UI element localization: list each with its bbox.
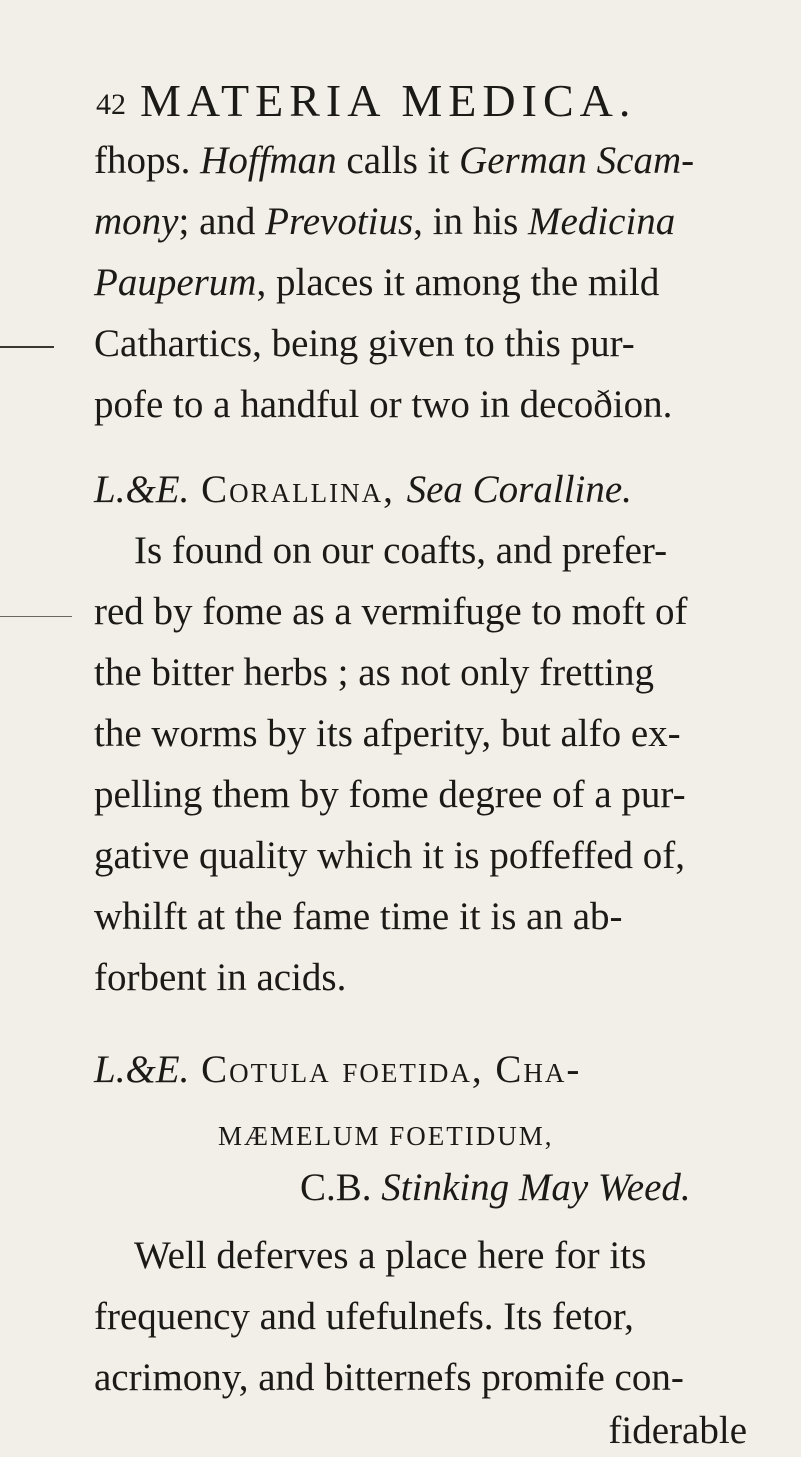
italic-name: Medicina [528, 200, 676, 243]
drug-name: Cotula foetida, Cha- [189, 1048, 582, 1091]
text-line: the worms by its afperity, but alfo ex- [94, 712, 681, 755]
pharmacopoeia-mark: L.&E. [94, 468, 190, 511]
italic-name: Hoffman [200, 139, 337, 182]
text-line: pofe to a handful or two in decoðion. [94, 383, 673, 426]
text-run: , in his [413, 200, 529, 243]
text-line [94, 259, 659, 307]
text-line: forbent in acids. [94, 956, 347, 999]
entry-heading-citation [300, 1164, 691, 1212]
drug-name: Corallina, [189, 468, 407, 511]
text-line: frequency and ufefulnefs. Its fetor, [94, 1295, 634, 1338]
text-line: the bitter herbs ; as not only fretting [94, 651, 654, 694]
running-header [96, 74, 636, 127]
catchword-line: fiderable [608, 1409, 747, 1452]
italic-name: Prevotius [265, 200, 414, 243]
text-run: calls it [336, 139, 460, 182]
text-run: ; and [178, 200, 266, 243]
text-line: Cathartics, being given to this pur- [94, 322, 635, 365]
text-line: acrimony, and bitternefs promife con- [94, 1356, 684, 1399]
text-run: , places it among the mild [256, 261, 660, 304]
text-line: Is found on our coafts, and prefer- [134, 529, 668, 572]
margin-rule [0, 346, 54, 348]
pharmacopoeia-mark: L.&E. [94, 1048, 190, 1091]
text-line: red by fome as a vermifuge to moft of [94, 590, 688, 633]
italic-name: mony [94, 200, 179, 243]
text-line: gative quality which it is poffeffed of, [94, 834, 685, 877]
text-line: whilft at the fame time it is an ab- [94, 895, 623, 938]
entry-heading [94, 1046, 581, 1094]
running-title: MATERIA MEDICA. [140, 75, 637, 126]
text-line [94, 137, 694, 185]
italic-name: German Scam- [459, 139, 695, 182]
text-run: fhops. [94, 139, 201, 182]
entry-heading [94, 466, 632, 514]
margin-rule [0, 616, 72, 617]
text-line [94, 198, 675, 246]
page-number: 42 [96, 88, 126, 121]
citation-abbrev: C.B. [300, 1166, 382, 1209]
text-line: Well deferves a place here for its [134, 1234, 647, 1277]
drug-name-continued: MÆMELUM FOETIDUM, [218, 1121, 554, 1151]
common-name: Stinking May Weed. [381, 1166, 691, 1209]
common-name: Sea Coralline. [406, 468, 632, 511]
italic-name: Pauperum [94, 261, 257, 304]
text-line: pelling them by fome degree of a pur- [94, 773, 686, 816]
